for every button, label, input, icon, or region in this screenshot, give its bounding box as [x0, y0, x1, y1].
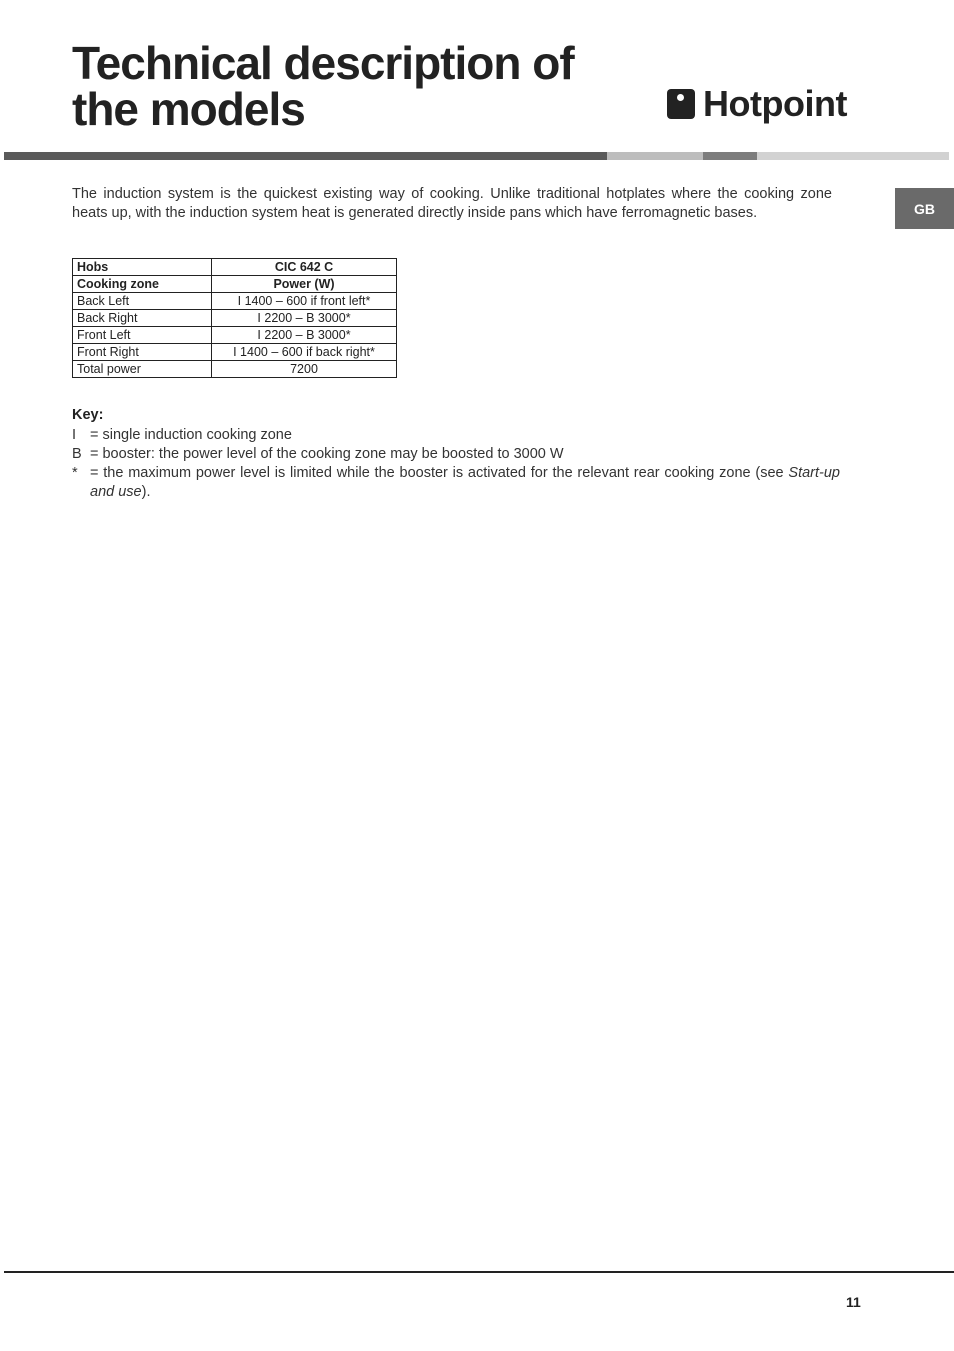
page-number: 11 — [846, 1294, 861, 1310]
brand-logo — [667, 84, 847, 124]
table-row — [73, 344, 397, 361]
page-title-line-1: Technical description of — [72, 37, 574, 89]
key-symbol: I — [72, 427, 77, 443]
key-symbol: * — [72, 465, 78, 481]
key-text: = booster: the power level of the cooking zone may be boosted to 3000 W — [90, 446, 564, 462]
table-row — [73, 327, 397, 344]
table-cell: Back Left — [73, 293, 212, 310]
table-cell: I 2200 – B 3000* — [212, 310, 397, 327]
table-cell: Power (W) — [212, 276, 397, 293]
table-cell: Hobs — [73, 259, 212, 276]
table-row — [73, 276, 397, 293]
page-title — [72, 37, 574, 135]
header-band-mid — [703, 152, 757, 160]
key-item — [72, 426, 840, 445]
table-cell: I 1400 – 600 if back right* — [212, 344, 397, 361]
key-list — [72, 426, 840, 502]
key-text-end: ). — [141, 484, 151, 500]
table-row — [73, 259, 397, 276]
brand-name: Hotpoint — [703, 83, 847, 124]
header-band-dark — [4, 152, 607, 160]
key-symbol: B — [72, 446, 82, 462]
table-cell: Front Right — [73, 344, 212, 361]
key-heading: Key: — [72, 407, 104, 423]
table-cell: Total power — [73, 361, 212, 378]
table-row — [73, 293, 397, 310]
table-cell: Cooking zone — [73, 276, 212, 293]
table-cell: 7200 — [212, 361, 397, 378]
footer-rule — [4, 1271, 954, 1273]
key-text-block — [90, 464, 840, 502]
table-row — [73, 310, 397, 327]
header-band-light — [607, 152, 703, 160]
hotpoint-logo-icon — [667, 89, 695, 119]
intro-paragraph: The induction system is the quickest existing way of cooking. Unlike traditional hotplates where the cooking zone heats up, with the induction system heat is generated directly inside pans which have ferromagnetic bases. — [72, 186, 832, 221]
table-cell: I 2200 – B 3000* — [212, 327, 397, 344]
table-cell: I 1400 – 600 if front left* — [212, 293, 397, 310]
key-text: = single induction cooking zone — [90, 427, 292, 443]
table-row — [73, 361, 397, 378]
key-item — [72, 445, 840, 464]
language-tab-gb: GB — [895, 188, 954, 229]
power-spec-table — [72, 258, 397, 378]
table-cell: CIC 642 C — [212, 259, 397, 276]
header-band-pale — [757, 152, 949, 160]
key-text-italic: Start-up and use — [90, 465, 840, 500]
table-cell: Back Right — [73, 310, 212, 327]
page-title-line-2: the models — [72, 83, 305, 135]
key-item — [72, 464, 840, 502]
table-cell: Front Left — [73, 327, 212, 344]
key-text: = the maximum power level is limited while the booster is activated for the relevant rear cooking zone (see — [90, 465, 784, 481]
